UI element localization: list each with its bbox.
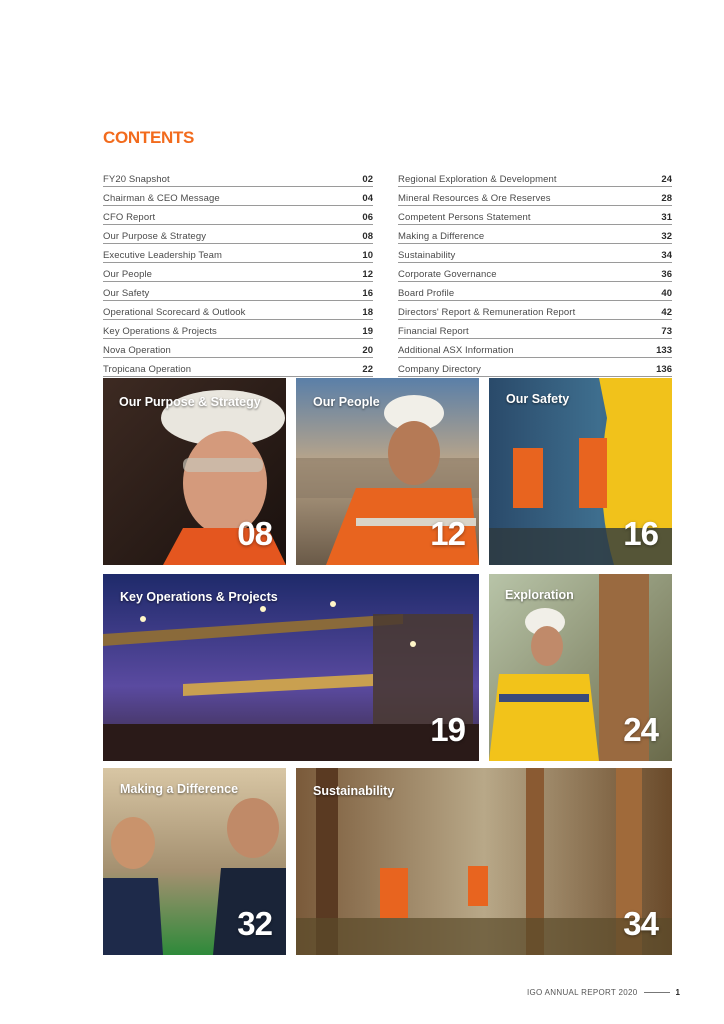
toc-item-sustainability[interactable] <box>398 244 672 263</box>
toc-label: Executive Leadership Team <box>103 250 223 261</box>
toc-item-tropicana-operation[interactable] <box>103 358 373 377</box>
tile-page-number: 16 <box>623 515 658 552</box>
toc-item-directors-report[interactable] <box>398 301 672 320</box>
toc-label: FY20 Snapshot <box>103 174 170 185</box>
tile-purpose-strategy[interactable] <box>103 378 286 565</box>
toc-label: CFO Report <box>103 212 156 223</box>
toc-item-executive-leadership[interactable] <box>103 244 373 263</box>
toc-page: 31 <box>661 212 672 223</box>
toc-item-competent-persons[interactable] <box>398 206 672 225</box>
toc-label: Financial Report <box>398 326 469 337</box>
toc-page: 19 <box>362 326 373 337</box>
toc-page: 24 <box>661 174 672 185</box>
tile-key-operations[interactable] <box>103 574 479 761</box>
toc-label: Tropicana Operation <box>103 364 192 375</box>
tile-our-safety[interactable] <box>489 378 672 565</box>
toc-label: Making a Difference <box>398 231 485 242</box>
toc-item-operational-scorecard[interactable] <box>103 301 373 320</box>
toc-item-board-profile[interactable] <box>398 282 672 301</box>
toc-label: Chairman & CEO Message <box>103 193 220 204</box>
tile-page-number: 32 <box>237 905 272 942</box>
toc-page: 16 <box>362 288 373 299</box>
toc-page: 08 <box>362 231 373 242</box>
toc-label: Regional Exploration & Development <box>398 174 557 185</box>
toc-page: 32 <box>661 231 672 242</box>
toc-item-purpose-strategy[interactable] <box>103 225 373 244</box>
toc-page: 06 <box>362 212 373 223</box>
toc-label: Operational Scorecard & Outlook <box>103 307 246 318</box>
tile-making-a-difference[interactable] <box>103 768 286 955</box>
tile-exploration[interactable] <box>489 574 672 761</box>
toc-page: 18 <box>362 307 373 318</box>
tile-page-number: 19 <box>430 711 465 748</box>
toc-label: Directors' Report & Remuneration Report <box>398 307 576 318</box>
contents-heading: CONTENTS <box>103 128 195 147</box>
toc-label: Company Directory <box>398 364 482 375</box>
toc-page: 136 <box>656 364 672 375</box>
toc-item-our-people[interactable] <box>103 263 373 282</box>
toc-left-column <box>103 168 373 377</box>
toc-page: 36 <box>661 269 672 280</box>
tile-page-number: 12 <box>430 515 465 552</box>
footer-text: IGO ANNUAL REPORT 2020 <box>527 988 638 997</box>
toc-label: Corporate Governance <box>398 269 497 280</box>
toc-page: 42 <box>661 307 672 318</box>
toc-page: 10 <box>362 250 373 261</box>
tile-page-number: 08 <box>237 515 272 552</box>
toc-label: Sustainability <box>398 250 456 261</box>
tile-caption: Sustainability <box>313 784 395 798</box>
toc-page: 34 <box>661 250 672 261</box>
tile-our-people[interactable] <box>296 378 479 565</box>
tile-caption: Exploration <box>505 588 574 602</box>
toc-item-chairman-ceo-message[interactable] <box>103 187 373 206</box>
toc-label: Our Purpose & Strategy <box>103 231 207 242</box>
toc-label: Nova Operation <box>103 345 171 356</box>
toc-item-nova-operation[interactable] <box>103 339 373 358</box>
toc-item-financial-report[interactable] <box>398 320 672 339</box>
toc-item-regional-exploration[interactable] <box>398 168 672 187</box>
tile-page-number: 34 <box>623 905 658 942</box>
toc-page: 04 <box>362 193 373 204</box>
toc-item-fy20-snapshot[interactable] <box>103 168 373 187</box>
toc-label: Key Operations & Projects <box>103 326 217 337</box>
toc-label: Board Profile <box>398 288 455 299</box>
toc-item-key-operations[interactable] <box>103 320 373 339</box>
toc-item-corporate-governance[interactable] <box>398 263 672 282</box>
toc-page: 28 <box>661 193 672 204</box>
toc-right-column <box>398 168 672 377</box>
tile-sustainability[interactable] <box>296 768 672 955</box>
tile-caption: Key Operations & Projects <box>120 590 278 604</box>
toc-item-mineral-resources[interactable] <box>398 187 672 206</box>
toc-item-cfo-report[interactable] <box>103 206 373 225</box>
toc-page: 73 <box>661 326 672 337</box>
toc-page: 02 <box>362 174 373 185</box>
page-footer <box>527 988 680 997</box>
tile-caption: Our People <box>313 395 380 409</box>
toc-label: Our Safety <box>103 288 150 299</box>
footer-page-number: 1 <box>675 988 681 997</box>
toc-label: Our People <box>103 269 153 280</box>
tile-caption: Our Safety <box>506 392 570 406</box>
toc-label: Additional ASX Information <box>398 345 514 356</box>
toc-label: Competent Persons Statement <box>398 212 531 223</box>
footer-rule <box>644 992 670 993</box>
toc-item-making-a-difference[interactable] <box>398 225 672 244</box>
toc-page: 133 <box>656 345 672 356</box>
tile-caption: Making a Difference <box>120 782 239 796</box>
toc-label: Mineral Resources & Ore Reserves <box>398 193 551 204</box>
toc-page: 20 <box>362 345 373 356</box>
tile-page-number: 24 <box>623 711 658 748</box>
toc-item-asx-information[interactable] <box>398 339 672 358</box>
toc-item-our-safety[interactable] <box>103 282 373 301</box>
toc-page: 12 <box>362 269 373 280</box>
toc-page: 22 <box>362 364 373 375</box>
toc-page: 40 <box>661 288 672 299</box>
tile-caption: Our Purpose & Strategy <box>119 395 261 409</box>
toc-item-company-directory[interactable] <box>398 358 672 377</box>
